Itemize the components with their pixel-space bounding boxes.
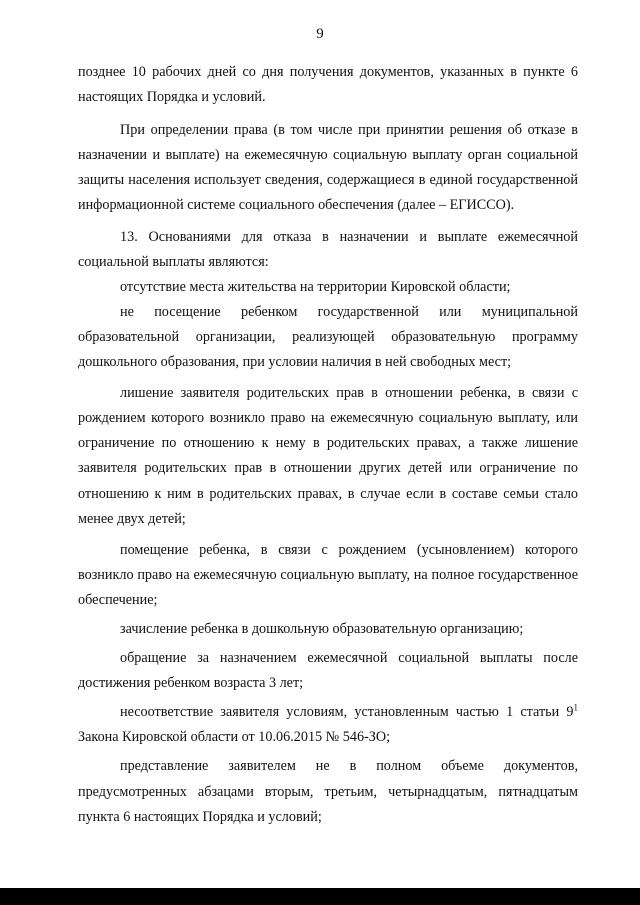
- document-body: [78, 60, 578, 830]
- paragraph-clause-13: 13. Основаниями для отказа в назначении и выплате ежемесячной социальной выплаты являются:: [78, 228, 578, 270]
- paragraph-residence: отсутствие места жительства на территории Кировской области;: [120, 278, 511, 295]
- paragraph-egisso: При определении права (в том числе при принятии решения об отказе в назначении и выплате) на ежемесячную социальную выплату орган социальной защиты населения использует сведения, содержащиеся в единой государственной информационной системе социального обеспечения (далее – ЕГИССО).: [78, 122, 578, 214]
- paragraph-incomplete-docs: представление заявителем не в полном объеме документов, предусмотренных абзацами вторым, третьим, четырнадцатым, пятнадцатым пункта 6 настоящих Порядка и условий;: [78, 758, 578, 825]
- scan-bottom-edge: [0, 888, 640, 905]
- paragraph-continuation: позднее 10 рабочих дней со дня получения документов, указанных в пункте 6 настоящих Порядка и условий.: [78, 64, 578, 106]
- paragraph-age-limit: обращение за назначением ежемесячной социальной выплаты после достижения ребенком возраста 3 лет;: [78, 650, 578, 692]
- paragraph-enrollment: зачисление ребенка в дошкольную образовательную организацию;: [120, 620, 524, 637]
- paragraph-parental-rights: лишение заявителя родительских прав в отношении ребенка, в связи с рождением которого возникло право на ежемесячную социальную выплату, или ограничение по отношению к нему в родительских правах, а также лишение заявителя родительских прав в отношении других детей или ограничение по отношению к ним в родительских правах, в случае если в составе семьи стало менее двух детей;: [78, 385, 578, 527]
- conditions-text-before: несоответствие заявителя условиям, установленным частью 1 статьи 9: [120, 704, 574, 721]
- paragraph-non-attendance: не посещение ребенком государственной или муниципальной образовательной организации, реализующей образовательную программу дошкольного образования, при условии наличия в ней свободных мест;: [78, 303, 578, 371]
- conditions-text-after: Закона Кировской области от 10.06.2015 № 546-ЗО;: [78, 729, 391, 746]
- paragraph-conditions: [78, 700, 578, 750]
- paragraph-state-support: помещение ребенка, в связи с рождением (усыновлением) которого возникло право на ежемесячную социальную выплату, на полное государственное обеспечение;: [78, 541, 578, 608]
- article-superscript: 1: [573, 702, 578, 713]
- page-number: 9: [316, 26, 324, 42]
